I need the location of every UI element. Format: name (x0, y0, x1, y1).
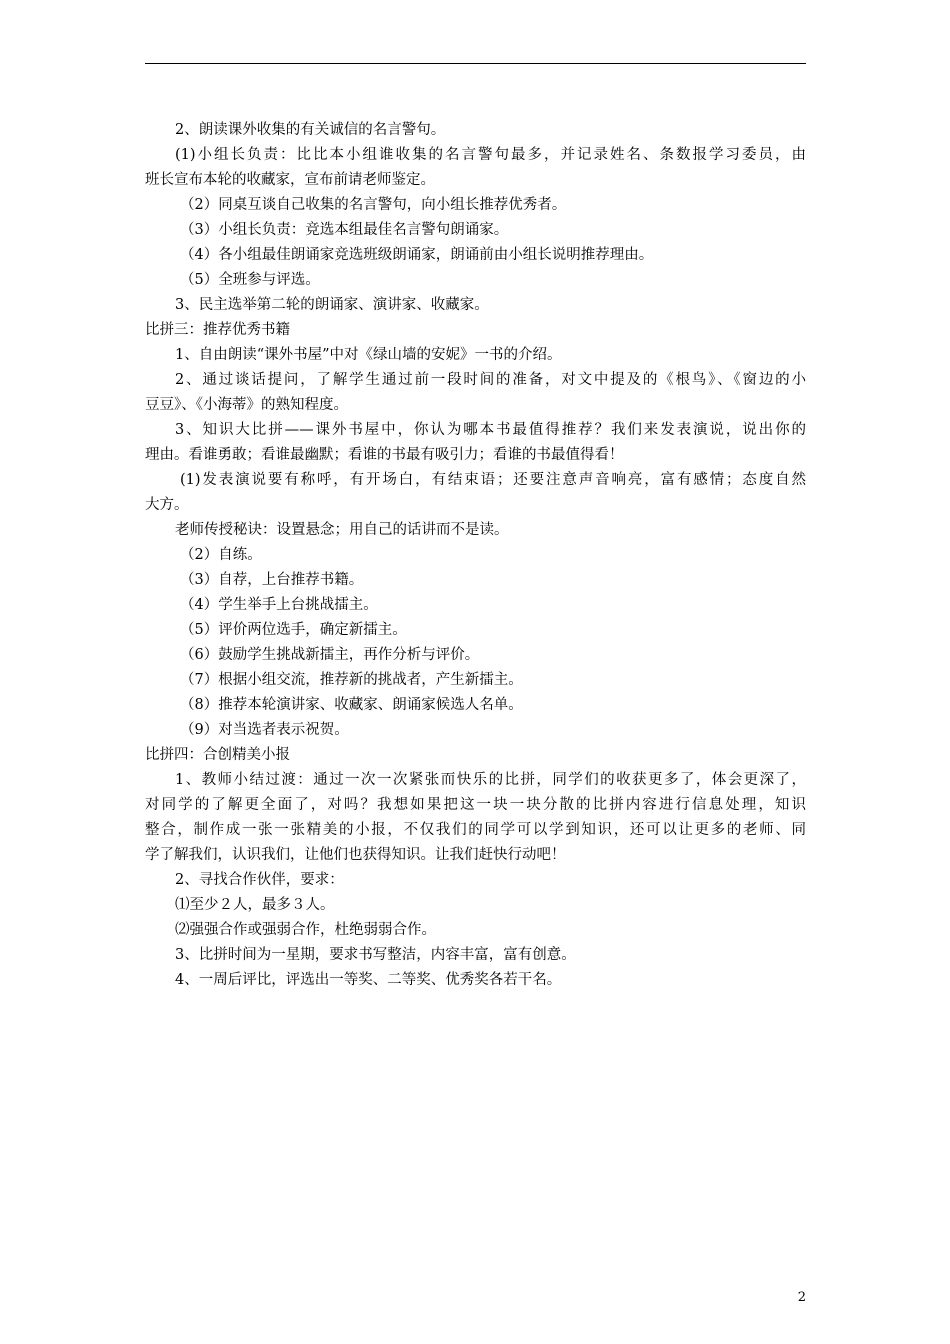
paragraph-line: 大方。 (145, 497, 189, 513)
paragraph-line: （2）同桌互谈自己收集的名言警句，向小组长推荐优秀者。 (180, 197, 567, 213)
paragraph-line: 2、寻找合作伙伴，要求： (175, 872, 344, 888)
paragraph-line: （2）自练。 (180, 547, 262, 563)
page-number: 2 (797, 1290, 806, 1305)
section-heading: 比拼三：推荐优秀书籍 (145, 322, 290, 338)
paragraph-line: （9）对当选者表示祝贺。 (180, 722, 349, 738)
paragraph-line: 2、通过谈话提问，了解学生通过前一段时间的准备，对文中提及的《根鸟》、《窗边的小 (175, 372, 806, 388)
paragraph-line: 3、比拼时间为一星期，要求书写整洁，内容丰富，富有创意。 (175, 947, 576, 963)
paragraph-line: 班长宣布本轮的收藏家，宣布前请老师鉴定。 (145, 172, 435, 188)
paragraph-line: （5）评价两位选手，确定新擂主。 (180, 622, 407, 638)
paragraph-line: ⑵强强合作或强弱合作，杜绝弱弱合作。 (175, 922, 436, 938)
paragraph-line: 4、一周后评比，评选出一等奖、二等奖、优秀奖各若干名。 (175, 972, 562, 988)
paragraph-line: 2、朗读课外收集的有关诚信的名言警句。 (175, 122, 446, 138)
paragraph-line: 3、民主选举第二轮的朗诵家、演讲家、收藏家。 (175, 297, 489, 313)
paragraph-line: （5）全班参与评选。 (180, 272, 320, 288)
paragraph-line: 对同学的了解更全面了，对吗？我想如果把这一块一块分散的比拼内容进行信息处理，知识 (145, 797, 806, 813)
paragraph-line: 学了解我们，认识我们，让他们也获得知识。让我们赶快行动吧！ (145, 847, 566, 863)
paragraph-line: 1、教师小结过渡：通过一次一次紧张而快乐的比拼，同学们的收获更多了，体会更深了， (175, 772, 806, 788)
paragraph-line: （7）根据小组交流，推荐新的挑战者，产生新擂主。 (180, 672, 523, 688)
paragraph-line: 老师传授秘诀：设置悬念；用自己的话讲而不是读。 (175, 522, 509, 538)
header-rule (145, 63, 806, 64)
paragraph-line: 豆豆》、《小海蒂》的熟知程度。 (145, 397, 348, 413)
paragraph-line: 整合，制作成一张一张精美的小报，不仅我们的同学可以学到知识，还可以让更多的老师、同 (145, 822, 806, 838)
paragraph-line: (1)发表演说要有称呼，有开场白，有结束语；还要注意声音响亮，富有感情；态度自然 (180, 472, 806, 488)
paragraph-line: （3）自荐，上台推荐书籍。 (180, 572, 364, 588)
paragraph-line: （4）学生举手上台挑战擂主。 (180, 597, 378, 613)
section-heading: 比拼四：合创精美小报 (145, 747, 290, 763)
paragraph-line: ⑴至少２人，最多３人。 (175, 897, 335, 913)
paragraph-line: 1、自由朗读“课外书屋”中对《绿山墙的安妮》一书的介绍。 (175, 347, 562, 363)
paragraph-line: （6）鼓励学生挑战新擂主，再作分析与评价。 (180, 647, 480, 663)
paragraph-line: 3、知识大比拼——课外书屋中，你认为哪本书最值得推荐？我们来发表演说，说出你的 (175, 422, 806, 438)
paragraph-line: (1)小组长负责：比比本小组谁收集的名言警句最多，并记录姓名、条数报学习委员，由 (175, 147, 806, 163)
document-body (145, 118, 806, 993)
paragraph-line: 理由。看谁勇敢；看谁最幽默；看谁的书最有吸引力；看谁的书最值得看！ (145, 447, 624, 463)
paragraph-line: （3）小组长负责：竞选本组最佳名言警句朗诵家。 (180, 222, 509, 238)
paragraph-line: （4）各小组最佳朗诵家竞选班级朗诵家，朗诵前由小组长说明推荐理由。 (180, 247, 654, 263)
paragraph-line: （8）推荐本轮演讲家、收藏家、朗诵家候选人名单。 (180, 697, 523, 713)
